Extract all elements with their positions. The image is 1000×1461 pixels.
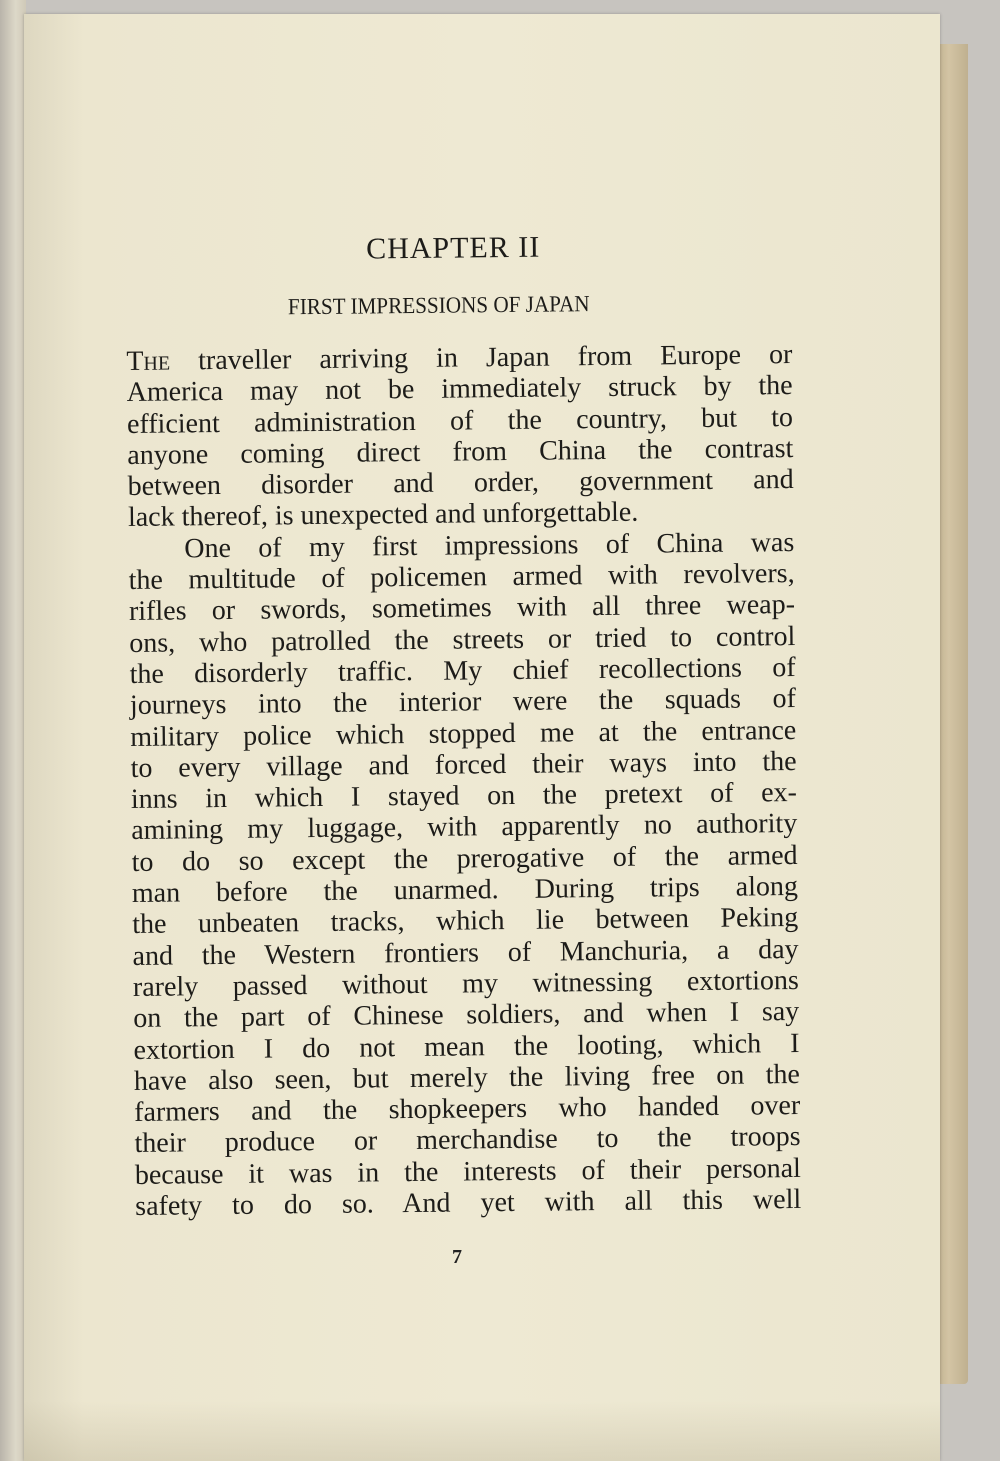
text-line-content: extortion I do not mean the looting, which I [133,1027,800,1066]
text-line-content: rifles or swords, sometimes with all three weap- [128,589,796,628]
text-line-content: the unbeaten tracks, which lie between Peking [132,902,799,941]
text-line-content: farmers and the shopkeepers who handed over [134,1090,801,1129]
adjacent-page-edge [0,0,26,1461]
text-line-content: military police which stopped me at the entrance [130,714,797,753]
text-line-content: ons, who patrolled the streets or tried to control [129,620,796,659]
text-line-content: America may not be immediately struck by the [126,370,793,409]
text-line-content: man before the unarmed. During trips along [131,871,799,910]
text-line-content: inns in which I stayed on the pretext of ex- [130,777,798,816]
text-line-content: safety to do so. And yet with all this well [135,1183,802,1222]
chapter-title: FIRST IMPRESSIONS OF JAPAN [287,291,590,320]
text-line-content: amining my luggage, with apparently no authority [131,808,798,847]
text-line-content: efficient administration of the country, but to [126,401,794,440]
chapter-heading: CHAPTER II [365,230,541,266]
text-line-content: and the Western frontiers of Manchuria, a day [132,933,799,972]
text-line-content: because it was in the interests of their personal [134,1152,802,1191]
text-line-content: their produce or merchandise to the troops [134,1121,801,1160]
text-line-content: One of my first impressions of China was [184,526,795,565]
page-content [125,225,801,1222]
text-line-content: traveller arriving in Japan from Europe or [169,339,793,377]
text-line-content: have also seen, but merely the living free on the [133,1058,801,1097]
text-line-content: the disorderly traffic. My chief recollections of [129,651,796,690]
text-line-content: the multitude of policemen armed with revolvers, [128,558,795,597]
text-line-content: between disorder and order, government and [127,464,794,503]
text-line-content: to do so except the prerogative of the armed [131,839,798,878]
text-line-content: rarely passed without my witnessing extortions [132,964,800,1003]
text-line-content: on the part of Chinese soldiers, and when I say [133,996,800,1035]
page-number: 7 [452,1246,462,1268]
paragraph-lead-word: The [126,345,171,377]
text-line-content: journeys into the interior were the squads of [129,683,797,722]
text-line-content: anyone coming direct from China the contrast [127,432,794,471]
body-text [126,339,801,1222]
text-line-content: to every village and forced their ways into the [130,745,797,784]
text-line-content: lack thereof, is unexpected and unforgettable. [127,497,639,534]
